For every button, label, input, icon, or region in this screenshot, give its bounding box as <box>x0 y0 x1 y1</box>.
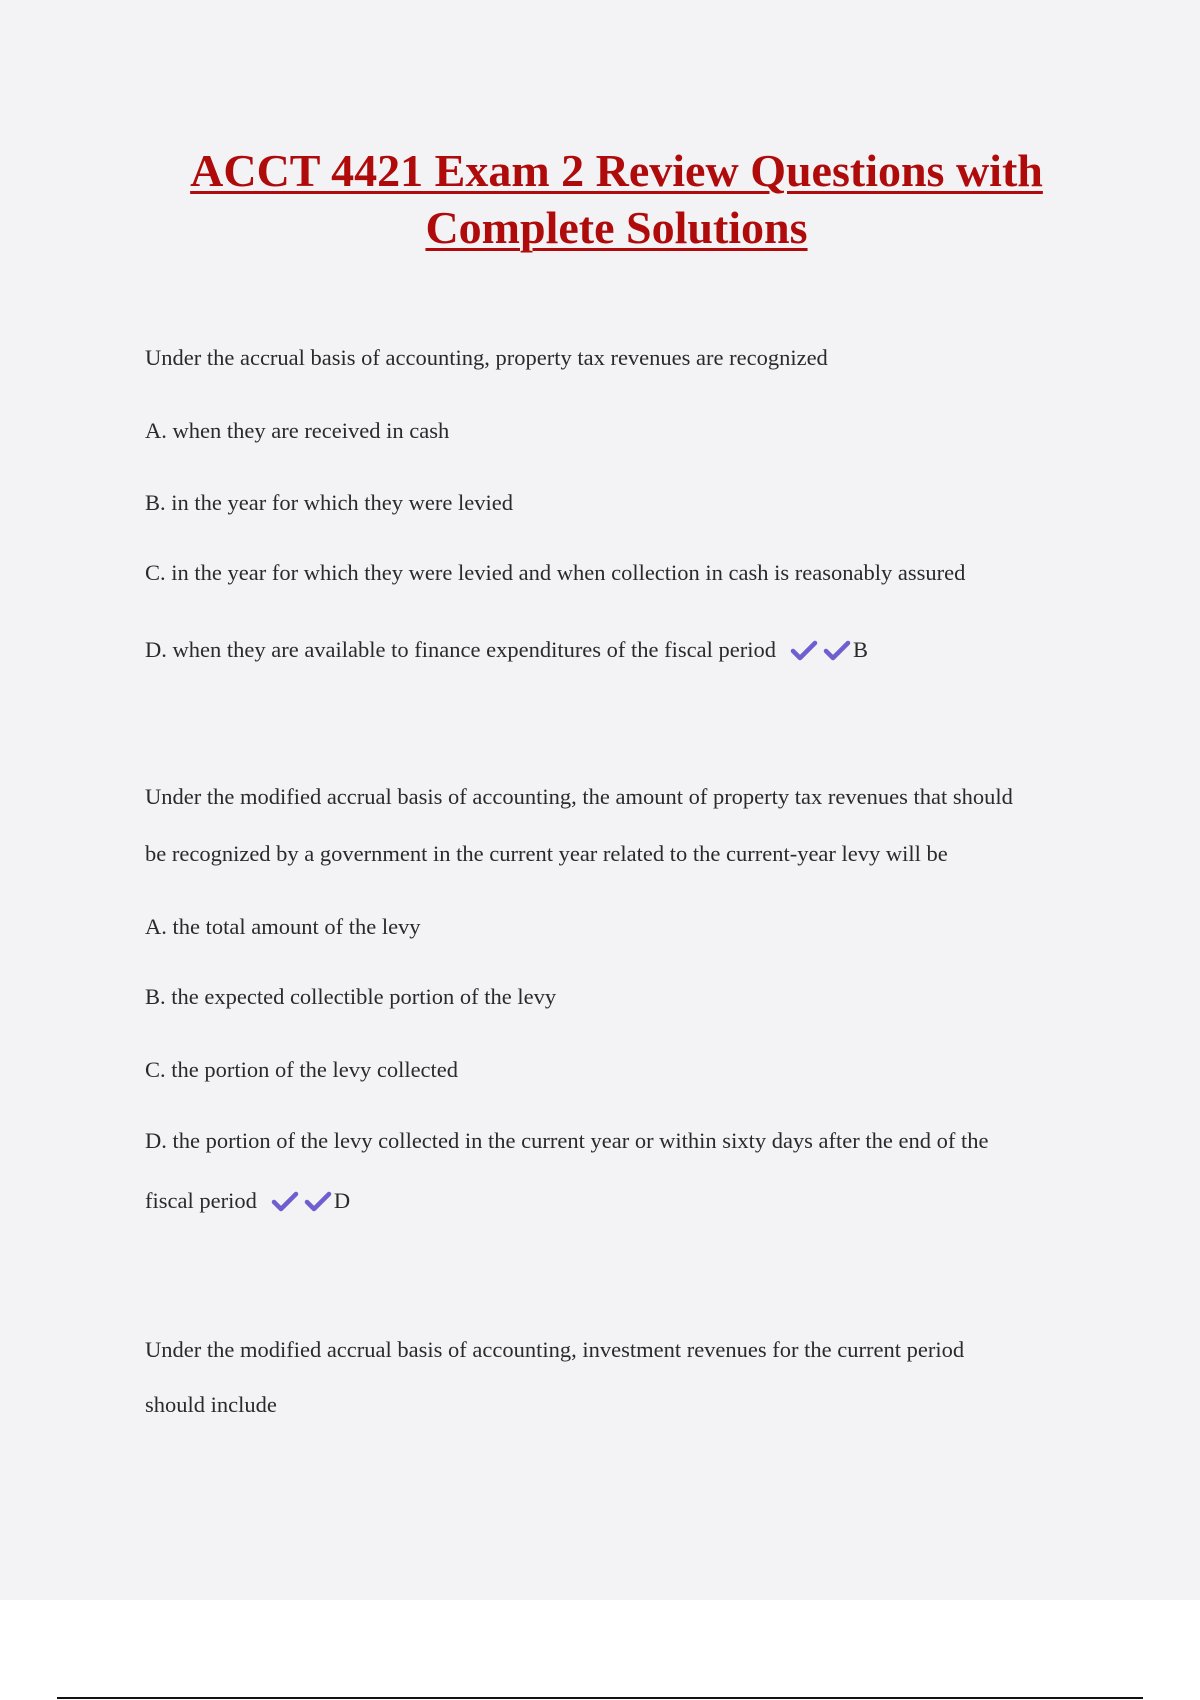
question-3-stem-line-1: Under the modified accrual basis of accounting, investment revenues for the current period <box>145 1337 965 1362</box>
page-footer <box>0 1600 1200 1700</box>
footer-divider <box>57 1697 1143 1699</box>
check-icon <box>271 1190 299 1212</box>
answer-marker <box>271 1186 332 1216</box>
question-1-answer: B <box>853 637 869 662</box>
question-1-stem: Under the accrual basis of accounting, property tax revenues are recognized <box>145 345 828 370</box>
question-2-option-c: C. the portion of the levy collected <box>145 1057 459 1082</box>
question-2-answer: D <box>333 1188 351 1213</box>
question-2-stem-line-1: Under the modified accrual basis of accounting, the amount of property tax revenues that should <box>145 784 1013 809</box>
question-3-stem-line-2: should include <box>145 1392 277 1417</box>
check-icon <box>304 1190 332 1212</box>
question-1-option-a: A. when they are received in cash <box>145 418 450 443</box>
check-icon <box>790 639 818 661</box>
document-title: ACCT 4421 Exam 2 Review Questions with Complete Solutions <box>190 145 1043 253</box>
question-2-stem-line-2: be recognized by a government in the current year related to the current-year levy will be <box>145 841 948 866</box>
question-1-option-c: C. in the year for which they were levied and when collection in cash is reasonably assured <box>145 560 966 585</box>
question-1-option-d: D. when they are available to finance expenditures of the fiscal period <box>145 637 776 662</box>
question-1-option-b: B. in the year for which they were levied <box>145 490 513 515</box>
question-2-option-d-line-2 <box>145 1186 350 1216</box>
answer-marker <box>790 635 851 665</box>
check-icon <box>823 639 851 661</box>
question-2-option-d: D. the portion of the levy collected in the current year or within sixty days after the end of the <box>145 1128 989 1153</box>
question-2-option-a: A. the total amount of the levy <box>145 914 421 939</box>
question-2-option-b: B. the expected collectible portion of the levy <box>145 984 557 1009</box>
question-1-option-d-line <box>145 635 868 665</box>
question-2-option-d-continued: fiscal period <box>145 1188 257 1213</box>
